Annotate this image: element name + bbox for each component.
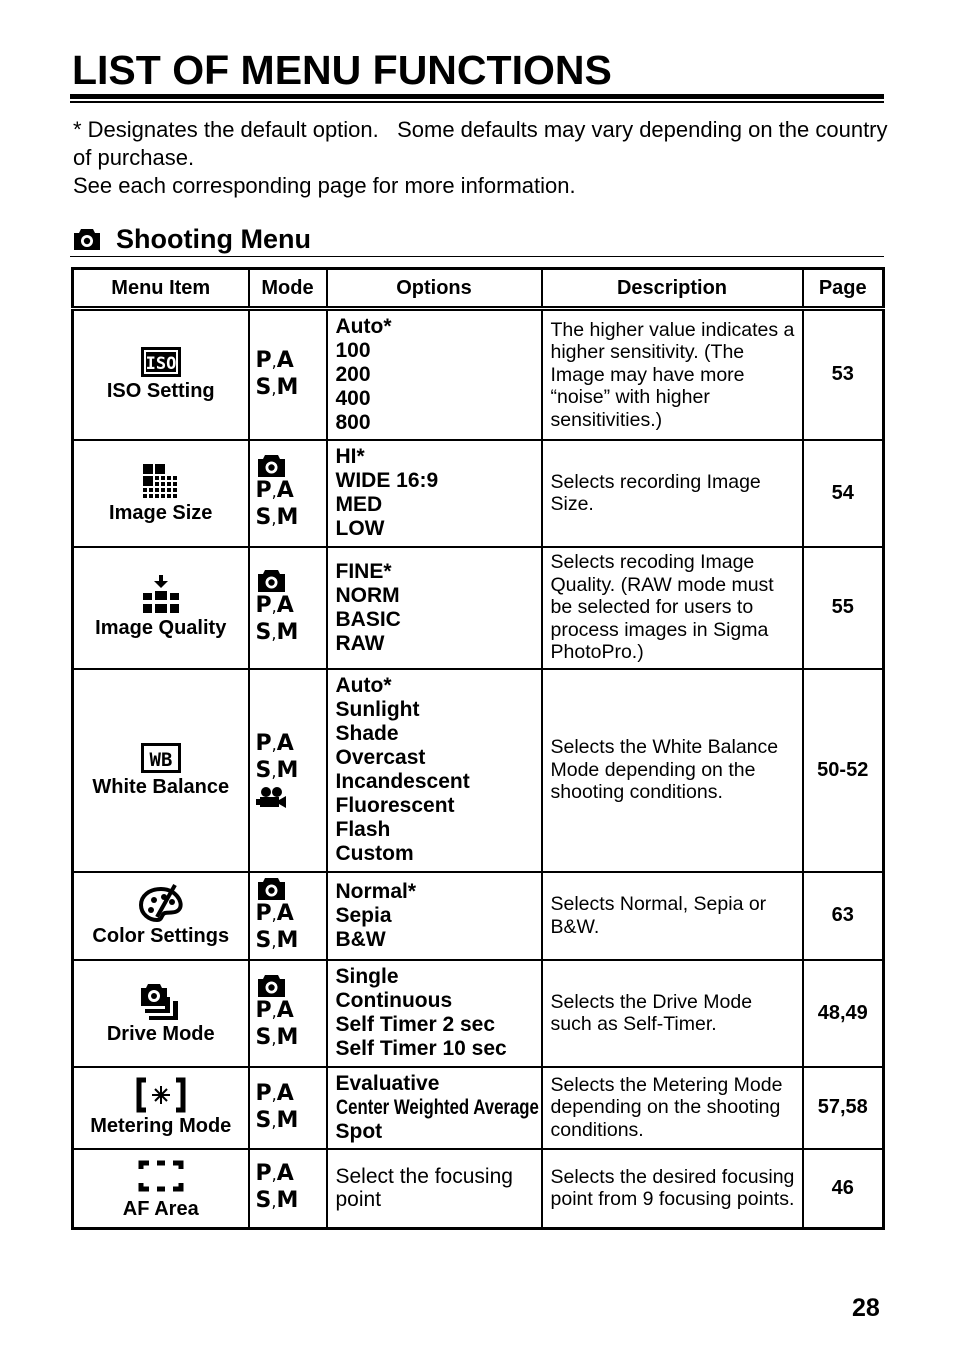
mode-cell	[249, 1149, 327, 1229]
option-item: Fluorescent	[335, 794, 455, 817]
table-row	[73, 960, 884, 1067]
menu-item-label: Metering Mode	[90, 1115, 232, 1137]
mode-letter: P	[255, 478, 272, 503]
page-cell: 54	[803, 440, 884, 547]
page-number: 28	[852, 1294, 880, 1322]
mode-letter: M	[276, 927, 299, 953]
iso-icon	[74, 346, 248, 378]
description-cell: Selects the Drive Mode such as Self-Timer.	[542, 960, 803, 1067]
svg-text:ISO: ISO	[145, 354, 177, 375]
mode-line2: S,M	[255, 374, 299, 400]
mode-line2: S,M	[255, 1188, 299, 1214]
mode-line1: P,A	[255, 592, 294, 618]
header-menu-item: Menu Item	[73, 269, 249, 309]
mode-line2: S,M	[255, 758, 299, 783]
mode-letter: A	[276, 1161, 294, 1187]
mode-letter: M	[276, 619, 299, 645]
mode-letter: A	[276, 1080, 294, 1106]
description-cell: Selects the desired focusing point from 9 focusing points.	[542, 1149, 803, 1229]
menu-item-label: Color Settings	[92, 925, 230, 947]
option-item: BASIC	[335, 607, 401, 631]
intro-line-2: See each corresponding page for more information.	[73, 173, 576, 198]
mode-letter: A	[276, 592, 294, 618]
description-cell: Selects recording Image Size.	[542, 440, 803, 547]
option-item: B&W	[335, 927, 386, 951]
white-balance-icon	[74, 742, 248, 774]
option-item: Select the focusing point	[335, 1165, 513, 1212]
option-item: RAW	[335, 631, 385, 655]
color-settings-icon	[74, 883, 248, 923]
mode-line1: P,A	[255, 1161, 294, 1187]
page-cell: 53	[803, 309, 884, 440]
mode-letter: P	[255, 1080, 272, 1106]
option-item: Auto*	[335, 674, 392, 697]
page-cell: 48,49	[803, 960, 884, 1067]
mode-line1: P,A	[255, 478, 294, 503]
option-item: Flash	[335, 818, 391, 841]
option-item: FINE*	[335, 559, 392, 583]
option-item: 800	[335, 410, 371, 434]
description-cell: Selects Normal, Sepia or B&W.	[542, 872, 803, 960]
table-row	[73, 1067, 884, 1149]
mode-letter: S	[255, 1107, 272, 1133]
mode-letter: M	[276, 374, 299, 400]
mode-letter: S	[255, 505, 272, 530]
section-title: Shooting Menu	[116, 223, 311, 254]
table-row	[73, 309, 884, 440]
menu-item-cell	[73, 872, 249, 960]
table-row	[73, 669, 884, 872]
mode-letter: A	[276, 900, 294, 926]
header-description: Description	[542, 269, 803, 309]
mode-line2: S,M	[255, 927, 299, 953]
mode-line1: P,A	[255, 998, 294, 1023]
menu-item-label: Image Size	[109, 501, 213, 524]
section-header	[72, 222, 311, 256]
options-cell	[327, 309, 542, 440]
options-cell	[327, 872, 542, 960]
options-cell	[327, 960, 542, 1067]
image-quality-icon	[74, 575, 248, 615]
description-cell: The higher value indicates a higher sensitivity. (The Image may have more “noise” with higher sensitivities.)	[542, 309, 803, 440]
mode-cell	[249, 1067, 327, 1149]
mode-cell	[249, 669, 327, 872]
option-item: WIDE 16:9	[335, 469, 439, 492]
menu-item-cell	[73, 669, 249, 872]
header-mode: Mode	[249, 269, 327, 309]
mode-line2: S,M	[255, 1025, 299, 1050]
page-title: LIST OF MENU FUNCTIONS	[72, 47, 612, 93]
mode-letter: M	[276, 1025, 299, 1050]
header-options: Options	[327, 269, 542, 309]
page-cell: 46	[803, 1149, 884, 1229]
option-item: Custom	[335, 842, 414, 865]
camera-mode-icon	[256, 454, 326, 478]
option-item: Spot	[335, 1119, 383, 1143]
menu-item-label: White Balance	[92, 775, 230, 798]
intro-text	[73, 116, 894, 200]
mode-letter: S	[255, 1188, 272, 1214]
option-item: Incandescent	[335, 770, 470, 793]
option-item: Shade	[335, 722, 399, 745]
svg-text:WB: WB	[149, 748, 173, 771]
mode-cell	[249, 309, 327, 440]
camera-icon	[72, 227, 102, 251]
camera-mode-icon	[256, 877, 326, 901]
mode-line2: S,M	[255, 1107, 299, 1133]
menu-item-label: ISO Setting	[106, 380, 215, 403]
menu-item-cell	[73, 440, 249, 547]
option-item: Auto*	[335, 314, 392, 338]
mode-cell	[249, 547, 327, 669]
option-item: HI*	[335, 445, 365, 468]
mode-letter: S	[255, 374, 272, 400]
option-item: Continuous	[335, 989, 453, 1012]
description-cell: Selects the Metering Mode depending on the shooting conditions.	[542, 1067, 803, 1149]
mode-cell	[249, 440, 327, 547]
menu-item-cell	[73, 1067, 249, 1149]
menu-item-label: Image Quality	[95, 617, 227, 639]
option-item: 200	[335, 362, 371, 386]
option-item: Evaluative	[335, 1071, 440, 1095]
mode-letter: M	[276, 758, 299, 783]
mode-letter: A	[276, 731, 294, 756]
movie-mode-icon	[256, 785, 326, 809]
page-cell: 55	[803, 547, 884, 669]
options-cell	[327, 1149, 542, 1229]
page-cell: 57,58	[803, 1067, 884, 1149]
option-item: Self Timer 10 sec	[335, 1037, 507, 1060]
menu-item-label: AF Area	[122, 1197, 199, 1220]
table-row	[73, 1149, 884, 1229]
mode-letter: P	[255, 347, 272, 373]
option-item: Sunlight	[335, 698, 420, 721]
option-item: LOW	[335, 517, 385, 540]
title-rule-thick	[70, 94, 884, 99]
mode-line1: P,A	[255, 1080, 294, 1106]
mode-letter: P	[255, 1161, 272, 1187]
menu-functions-table	[71, 267, 885, 1230]
option-item: Single	[335, 965, 399, 988]
camera-mode-icon	[256, 974, 326, 998]
menu-item-label: Drive Mode	[106, 1022, 215, 1045]
mode-line1: P,A	[255, 731, 294, 756]
options-cell	[327, 547, 542, 669]
section-rule	[70, 256, 884, 257]
mode-cell	[249, 872, 327, 960]
option-item: Center Weighted Average	[335, 1095, 539, 1119]
intro-line-1: * Designates the default option. Some defaults may vary depending on the country of purchase.	[73, 117, 894, 170]
mode-letter: S	[255, 758, 272, 783]
option-item: Overcast	[335, 746, 426, 769]
options-cell	[327, 1067, 542, 1149]
mode-letter: M	[276, 1107, 299, 1133]
menu-item-cell	[73, 547, 249, 669]
mode-letter: P	[255, 592, 272, 618]
option-item: NORM	[335, 583, 400, 607]
mode-letter: S	[255, 927, 272, 953]
table-row	[73, 440, 884, 547]
mode-letter: A	[276, 347, 294, 373]
mode-cell	[249, 960, 327, 1067]
mode-letter: M	[276, 505, 299, 530]
mode-letter: A	[276, 478, 294, 503]
page-cell: 63	[803, 872, 884, 960]
header-page: Page	[803, 269, 884, 309]
option-item: 100	[335, 338, 371, 362]
mode-letter: S	[255, 619, 272, 645]
mode-letter: M	[276, 1188, 299, 1214]
option-item: Sepia	[335, 903, 392, 927]
mode-letter: A	[276, 998, 294, 1023]
mode-line2: S,M	[255, 505, 299, 530]
table-header-row	[73, 269, 884, 309]
description-cell: Selects recoding Image Quality. (RAW mode must be selected for users to process images in Sigma PhotoPro.)	[542, 547, 803, 669]
af-area-icon	[74, 1156, 248, 1196]
option-item: 400	[335, 386, 371, 410]
title-rule-thin	[70, 101, 884, 103]
option-item: MED	[335, 493, 383, 516]
camera-mode-icon	[256, 569, 326, 593]
menu-item-cell	[73, 309, 249, 440]
image-size-icon	[74, 462, 248, 500]
mode-letter: P	[255, 731, 272, 756]
options-cell	[327, 440, 542, 547]
description-cell: Selects the White Balance Mode depending on the shooting conditions.	[542, 669, 803, 872]
mode-line1: P,A	[255, 347, 294, 373]
metering-mode-icon	[74, 1077, 248, 1113]
mode-line1: P,A	[255, 900, 294, 926]
menu-item-cell	[73, 960, 249, 1067]
mode-letter: S	[255, 1025, 272, 1050]
mode-letter: P	[255, 998, 272, 1023]
option-item: Normal*	[335, 879, 417, 903]
mode-line2: S,M	[255, 619, 299, 645]
table-row	[73, 872, 884, 960]
option-item: Self Timer 2 sec	[335, 1013, 496, 1036]
table-row	[73, 547, 884, 669]
drive-mode-icon	[74, 981, 248, 1021]
page-cell: 50-52	[803, 669, 884, 872]
options-cell	[327, 669, 542, 872]
menu-item-cell	[73, 1149, 249, 1229]
mode-letter: P	[255, 900, 272, 926]
